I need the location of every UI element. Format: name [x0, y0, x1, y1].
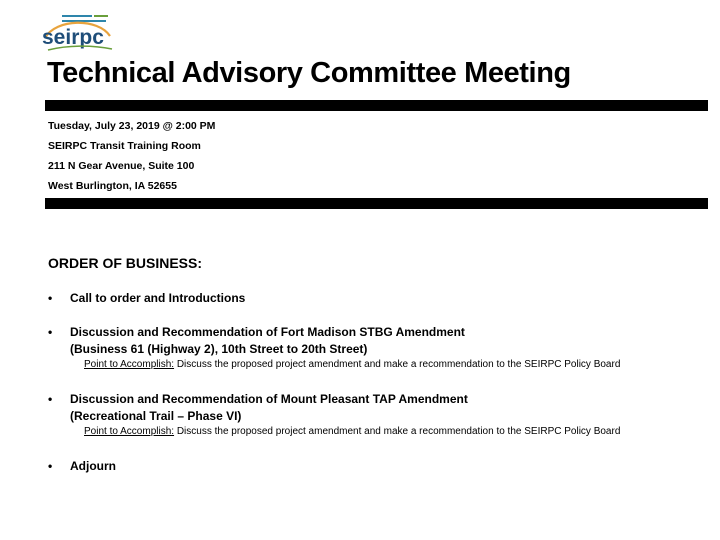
meeting-city: West Burlington, IA 52655	[48, 180, 177, 192]
logo-wordmark: seirpc	[42, 26, 104, 49]
agenda-item-title: Discussion and Recommendation of Fort Madison STBG Amendment	[70, 325, 465, 339]
bullet-icon: •	[48, 291, 53, 305]
spacer	[48, 439, 708, 458]
detail-label: Point to Accomplish:	[84, 359, 175, 370]
agenda-item-subtitle: (Recreational Trail – Phase VI)	[70, 409, 242, 423]
meeting-datetime: Tuesday, July 23, 2019 @ 2:00 PM	[48, 120, 216, 132]
top-divider	[45, 100, 708, 111]
meeting-address: 211 N Gear Avenue, Suite 100	[48, 160, 195, 172]
agenda-item-subtitle: (Business 61 (Highway 2), 10th Street to 20th Street)	[70, 342, 368, 356]
page-title: Technical Advisory Committee Meeting	[47, 57, 571, 89]
bullet-icon: •	[48, 325, 53, 339]
agenda-item-title: Adjourn	[70, 459, 116, 473]
detail-text: Discuss the proposed project amendment and make a recommendation to the SEIRPC Policy Board	[174, 426, 621, 437]
agenda-list	[48, 290, 708, 475]
bottom-divider	[45, 198, 708, 209]
order-of-business-heading: ORDER OF BUSINESS:	[48, 255, 203, 271]
agenda-item-detail	[84, 425, 708, 439]
agenda-item-call-to-order	[48, 290, 708, 307]
agenda-item-fort-madison	[48, 324, 708, 372]
agenda-item-adjourn	[48, 458, 708, 475]
agenda-item-title: Discussion and Recommendation of Mount Pleasant TAP Amendment	[70, 392, 468, 406]
bullet-icon: •	[48, 392, 53, 406]
spacer	[48, 372, 708, 391]
detail-label: Point to Accomplish:	[84, 426, 175, 437]
meeting-info	[48, 119, 215, 199]
bullet-icon: •	[48, 459, 53, 473]
meeting-room: SEIRPC Transit Training Room	[48, 140, 201, 152]
agenda-item-title: Call to order and Introductions	[70, 291, 246, 305]
seirpc-logo-mark	[42, 14, 116, 54]
agenda-item-detail	[84, 358, 708, 372]
agenda-item-mount-pleasant	[48, 391, 708, 439]
spacer	[48, 307, 708, 324]
detail-text: Discuss the proposed project amendment and make a recommendation to the SEIRPC Policy Board	[174, 359, 621, 370]
seirpc-logo	[42, 14, 116, 54]
